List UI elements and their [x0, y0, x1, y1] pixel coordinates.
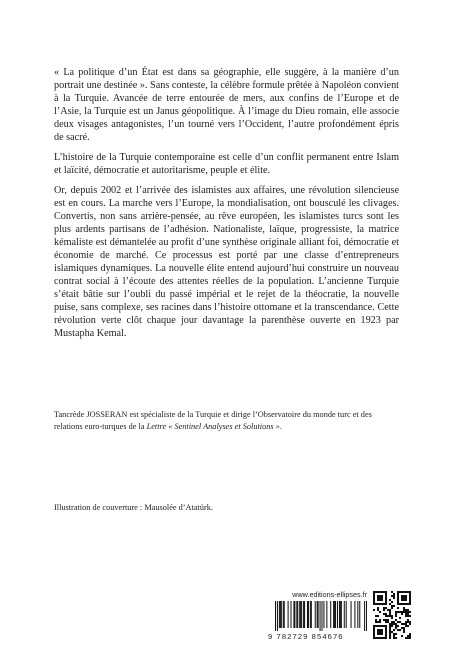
qr-finder-pattern	[377, 629, 383, 635]
barcode-bar	[290, 601, 291, 628]
qr-module	[407, 637, 409, 639]
qr-module	[389, 629, 391, 631]
qr-module	[393, 635, 395, 637]
barcode-bar	[318, 601, 319, 628]
qr-module	[395, 625, 397, 627]
qr-module	[393, 629, 395, 631]
paragraph-3: Or, depuis 2002 et l’arrivée des islamistes aux affaires, une révolution silencieuse est en cours. La marche vers l’Europe, la mondialisation, ont bousculé les clivages. Convertis, non sans arrière-pensée, au rêve européen, les islamistes turcs sont les plus ardents partisans de l’adhésion. Nationaliste, laïque, progressiste, la matrice kémaliste est démantelée au profit d’une synthèse originale alliant foi, démocratie et économie de marché. Ce processus est porté par une classe d’entrepreneurs islamiques dynamiques. La nouvelle élite entend aujourd’hui construire un nouveau contrat social à l’écoute des attentes réelles de la population. L’ancienne Turquie s’était bâtie sur l’oubli du passé impérial et le rejet de la théocratie, la nouvelle puise, sans complexe, ses racines dans l’histoire ottomane et la transcendance. Cette révolution verte clôt chaque jour davantage la parenthèse ouverte en 1923 par Mustapha Kemal.	[54, 185, 399, 339]
qr-module	[389, 615, 391, 617]
qr-module	[389, 637, 391, 639]
barcode-bar	[317, 601, 318, 628]
qr-module	[405, 613, 407, 615]
qr-module	[393, 597, 395, 599]
author-bio-text: Tancrède JOSSERAN est spécialiste de la Turquie et dirige l’Observatoire du monde turc et des relations euro-turques de la	[54, 410, 372, 431]
qr-finder-pattern	[377, 595, 383, 601]
qr-module	[393, 593, 395, 595]
qr-module	[395, 627, 397, 629]
qr-module	[393, 637, 395, 639]
qr-module	[399, 621, 401, 623]
barcode-bar	[297, 601, 298, 628]
qr-module	[379, 621, 381, 623]
qr-module	[377, 607, 379, 609]
qr-module	[401, 611, 403, 613]
qr-module	[389, 623, 391, 625]
qr-module	[395, 633, 397, 635]
qr-module	[383, 607, 385, 609]
letter-word: Lettre	[146, 422, 167, 431]
qr-module	[391, 605, 393, 607]
qr-module	[383, 619, 385, 621]
author-bio	[54, 409, 399, 433]
qr-module	[383, 613, 385, 615]
qr-module	[407, 611, 409, 613]
qr-module	[391, 615, 393, 617]
barcode-bar	[340, 601, 341, 628]
barcode-bar	[296, 601, 297, 628]
barcode-bar	[277, 601, 278, 631]
barcode-bar	[301, 601, 302, 628]
qr-module	[405, 623, 407, 625]
qr-module	[407, 619, 409, 621]
barcode-bar	[300, 601, 301, 628]
qr-module	[395, 613, 397, 615]
qr-module	[395, 615, 397, 617]
barcode-bar	[321, 601, 322, 631]
qr-module	[407, 609, 409, 611]
qr-module	[389, 603, 391, 605]
barcode-bar	[351, 601, 352, 628]
barcode-bar	[280, 601, 281, 628]
qr-module	[391, 591, 393, 593]
barcode-bar	[333, 601, 334, 628]
qr-module	[391, 595, 393, 597]
qr-module	[407, 625, 409, 627]
qr-module	[383, 609, 385, 611]
barcode-bar	[293, 601, 294, 628]
qr-module	[401, 613, 403, 615]
qr-module	[393, 595, 395, 597]
qr-module	[373, 609, 375, 611]
barcode-bar	[288, 601, 289, 628]
qr-module	[405, 621, 407, 623]
qr-module	[397, 607, 399, 609]
qr-module	[395, 637, 397, 639]
barcode-bar	[357, 601, 358, 628]
qr-module	[403, 607, 405, 609]
qr-module	[385, 619, 387, 621]
qr-module	[377, 621, 379, 623]
qr-module	[407, 615, 409, 617]
qr-module	[375, 615, 377, 617]
qr-module	[391, 631, 393, 633]
barcode-bar	[344, 601, 345, 628]
barcode-bar	[341, 601, 342, 628]
qr-module	[391, 625, 393, 627]
qr-module	[391, 617, 393, 619]
publisher-website[interactable]: www.editions-ellipses.fr	[292, 590, 367, 599]
qr-module	[389, 627, 391, 629]
barcode-bar	[346, 601, 347, 628]
qr-module	[391, 607, 393, 609]
qr-code	[373, 591, 411, 639]
barcode-bar	[283, 601, 284, 628]
barcode-bar	[308, 601, 309, 628]
qr-module	[403, 627, 405, 629]
paragraph-2: L’histoire de la Turquie contemporaine est celle d’un conflit permanent entre Islam et laïcité, démocratie et autoritarisme, peuple et élite.	[54, 152, 399, 176]
qr-module	[407, 613, 409, 615]
barcode-bar	[337, 601, 338, 628]
barcode-bar	[311, 601, 312, 628]
qr-module	[403, 623, 405, 625]
qr-module	[377, 609, 379, 611]
qr-module	[389, 625, 391, 627]
barcode-bar	[310, 601, 311, 628]
barcode-bar	[335, 601, 336, 628]
qr-module	[409, 621, 411, 623]
barcode-bar	[284, 601, 285, 628]
qr-module	[385, 607, 387, 609]
barcode-bar	[354, 601, 355, 628]
qr-module	[395, 619, 397, 621]
qr-module	[389, 609, 391, 611]
qr-module	[403, 631, 405, 633]
qr-module	[409, 635, 411, 637]
qr-module	[403, 629, 405, 631]
qr-module	[375, 621, 377, 623]
barcode-bar	[299, 601, 300, 628]
barcode-bar	[279, 601, 280, 628]
barcode-bar	[326, 601, 327, 628]
paragraph-1: « La politique d’un État est dans sa géographie, elle suggère, à la manière d’un portrait une destinée ». Sans conteste, la célèbre formule prêtée à Napoléon convient à la Turquie. Avancée de terre entourée de mers, aux confins de l’Europe et de l’Asie, la Turquie est un Janus géopolitique. À l’image du Dieu romain, elle associe deux visages antagonistes, l’un tourné vers l’Occident, l’autre profondément épris de sacré.	[54, 67, 399, 143]
qr-module	[405, 625, 407, 627]
qr-module	[399, 629, 401, 631]
qr-module	[389, 611, 391, 613]
qr-module	[393, 621, 395, 623]
qr-module	[389, 631, 391, 633]
qr-module	[407, 621, 409, 623]
qr-module	[389, 633, 391, 635]
qr-module	[389, 599, 391, 601]
barcode-bar	[275, 601, 276, 631]
qr-module	[387, 609, 389, 611]
qr-module	[391, 621, 393, 623]
qr-module	[387, 621, 389, 623]
barcode-bar	[281, 601, 282, 628]
barcode-bar	[323, 601, 324, 628]
isbn-number: 9 782729 854676	[268, 632, 344, 641]
qr-module	[407, 635, 409, 637]
cover-illustration-credit: Illustration de couverture : Mausolée d’Atatürk.	[54, 503, 213, 512]
qr-module	[397, 621, 399, 623]
qr-module	[391, 601, 393, 603]
qr-module	[401, 623, 403, 625]
qr-module	[397, 625, 399, 627]
qr-module	[377, 615, 379, 617]
barcode-bar	[366, 601, 367, 631]
barcode-bar	[359, 601, 360, 628]
barcode-bar	[330, 601, 331, 628]
qr-module	[409, 633, 411, 635]
barcode-bar	[294, 601, 295, 628]
qr-module	[409, 615, 411, 617]
qr-module	[393, 623, 395, 625]
qr-module	[385, 615, 387, 617]
qr-module	[393, 633, 395, 635]
qr-module	[405, 609, 407, 611]
barcode-bar	[304, 601, 305, 628]
qr-module	[409, 611, 411, 613]
qr-module	[401, 635, 403, 637]
barcode-bar	[334, 601, 335, 628]
author-bio-end: .	[279, 422, 282, 431]
qr-module	[405, 615, 407, 617]
qr-module	[397, 629, 399, 631]
qr-module	[405, 611, 407, 613]
isbn-barcode	[275, 601, 367, 631]
qr-module	[379, 619, 381, 621]
qr-module	[405, 637, 407, 639]
qr-module	[387, 615, 389, 617]
qr-module	[375, 619, 377, 621]
qr-module	[385, 613, 387, 615]
qr-module	[393, 605, 395, 607]
qr-module	[401, 627, 403, 629]
qr-module	[389, 635, 391, 637]
barcode-bar	[307, 601, 308, 628]
summary-text	[54, 66, 399, 347]
barcode-bar	[303, 601, 304, 628]
qr-finder-pattern	[401, 595, 407, 601]
qr-module	[387, 619, 389, 621]
barcode-bar	[320, 601, 321, 631]
qr-module	[395, 611, 397, 613]
qr-module	[397, 611, 399, 613]
qr-module	[389, 613, 391, 615]
qr-module	[409, 637, 411, 639]
barcode-bar	[364, 601, 365, 631]
qr-module	[399, 617, 401, 619]
qr-module	[379, 611, 381, 613]
barcode-bar	[315, 601, 316, 628]
qr-module	[409, 623, 411, 625]
qr-module	[399, 611, 401, 613]
barcode-bar	[339, 601, 340, 628]
qr-module	[403, 609, 405, 611]
qr-module	[395, 623, 397, 625]
qr-module	[391, 623, 393, 625]
qr-module	[403, 611, 405, 613]
qr-module	[385, 621, 387, 623]
letter-title: « Sentinel Analyses et Solutions »	[168, 422, 280, 431]
